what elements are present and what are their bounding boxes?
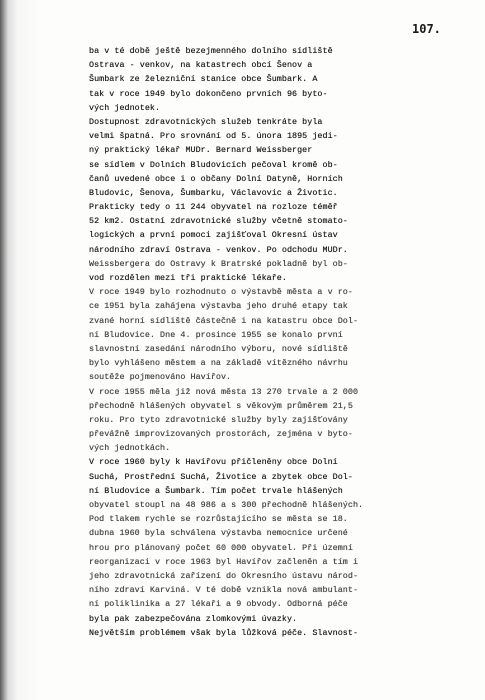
text-line: převážně improvizovaných prostorách, zejména v byto- [89,429,353,440]
text-line: Ostrava - venkov, na katastrech obcí Šenov a [89,60,313,71]
text-line: slavnostní zasedání národního výboru, nové sídliště [89,343,348,354]
text-line: dubna 1960 byla schválena výstavba nemocnice určené [89,528,348,539]
text-line: reorganizaci v roce 1963 byl Havířov začleněn a tím i [89,556,359,567]
text-line: Dostupnost zdravotnických služeb tenkráte byla [89,116,323,127]
text-line: zvané horní sídliště částečně i na katastru obce Dol- [89,315,359,326]
text-line: jeho zdravotnická zařízení do Okresního ústavu národ- [89,570,359,581]
text-line: Pod tlakem rychle se rozrůstajícího se města se 18. [89,514,348,525]
text-line: čanů uvedené obce i o občany Dolní Datyně, Horních [89,173,343,184]
text-line: ní poliklinika a 27 lékaři a 9 obvody. Odborná péče [89,599,348,610]
text-line: vod rozdělen mezi tři praktické lékaře. [89,273,287,283]
text-line: ní Bludovice. Dne 4. prosince 1955 se konalo první [89,329,343,340]
text-line: Největším problémem však byla lůžková péče. Slavnost- [89,627,359,638]
typewritten-text-block [89,44,469,640]
text-line: vých jednotkách. [89,443,171,454]
text-line: bylo vyhlášeno městem a na základě vítězného návrhu [89,358,348,369]
text-line: byla pak zabezpečována zlomkovými úvazky. [89,613,298,624]
text-line: Prakticky tedy o 11 244 obyvatel na rozloze téměř [89,202,338,213]
text-line: vých jednotek. [89,102,161,113]
text-line: V roce 1960 byly k Havířovu přičleněny obce Dolní [89,457,338,468]
text-line: Šumbark ze železniční stanice obce Šumbark. A [89,74,318,85]
page-number: 107. [412,22,441,36]
text-line: Weissbergera do Ostravy k Bratrské pokladně byl ob- [89,258,348,269]
text-line: velmi špatná. Pro srovnání od 5. února 1895 jedi- [89,131,338,142]
text-line: soutěže pojmenováno Havířov. [89,372,232,383]
text-line: ního zdraví Karviná. V té době vznikla nová ambulant- [89,585,359,596]
text-line: Suchá, Prostřední Suchá, Životice a zbytek obce Dol- [89,471,353,482]
text-line: ní Bludovice a Šumbark. Tím počet trvale hlášených [89,485,343,496]
text-line: národního zdraví Ostrava - venkov. Po odchodu MUDr. [89,244,348,255]
text-line: se sídlem v Dolních Bludovicích pečoval kromě ob- [89,159,338,170]
text-line: roku. Pro tyto zdravotnické služby byly zajišťovány [89,414,348,425]
text-line: 52 km2. Ostatní zdravotnické služby včetně stomato- [89,216,348,227]
scan-binding-shadow [0,0,46,700]
text-line: přechodně hlášených obyvatel s věkovým průměrem 21,5 [89,400,353,411]
text-line: ce 1951 byla zahájena výstavba jeho druhé etapy tak [89,301,348,312]
text-line: Bludovic, Šenova, Šumbarku, Václavovic a Životic. [89,187,338,198]
text-line: V roce 1949 bylo rozhodnuto o výstavbě města a v ro- [89,287,353,298]
text-line: V roce 1955 měla již nová města 13 270 trvale a 2 000 [89,386,359,397]
text-line: ný praktický lékař MUDr. Bernard Weissberger [89,145,313,156]
text-line: ba v té době ještě bezejmenného dolního sídliště [89,46,333,56]
text-line: tak v roce 1949 bylo dokončeno prvních 96 byto- [89,88,328,99]
text-line: hrou pro plánovaný počet 60 000 obyvatel. Při územní [89,542,353,553]
text-line: logických a první pomoci zajišťoval Okresní ústav [89,230,338,241]
text-line: obyvatel stoupl na 48 986 a s 300 přechodně hlášených. [89,500,364,510]
